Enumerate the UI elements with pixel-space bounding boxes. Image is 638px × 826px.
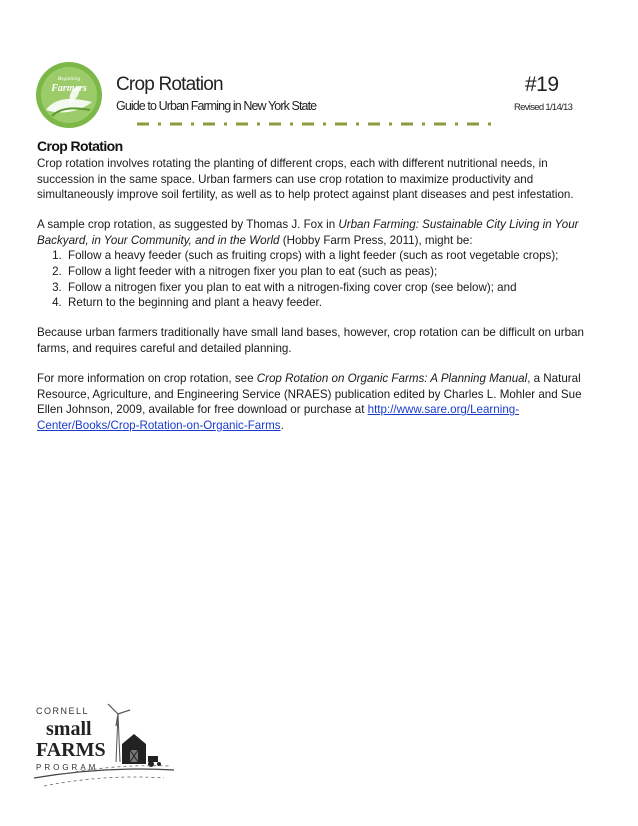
header-title: Crop Rotation	[116, 74, 223, 95]
header-dash-divider	[137, 120, 493, 128]
list-item: 2. Follow a light feeder with a nitrogen fixer you plan to eat (such as peas);	[65, 264, 597, 280]
rotation-list	[37, 248, 597, 310]
beginning-farmers-logo	[34, 60, 104, 130]
logo-line-farms: FARMS	[36, 739, 106, 761]
header-subtitle: Guide to Urban Farming in New York State	[116, 99, 317, 113]
list-item: 4. Return to the beginning and plant a heavy feeder.	[65, 295, 597, 311]
list-item: 3. Follow a nitrogen fixer you plan to eat with a nitrogen-fixing cover crop (see below); and	[65, 280, 597, 296]
book-title-crop-rotation: Crop Rotation on Organic Farms: A Planning Manual	[256, 372, 528, 386]
logo-line-small: small	[46, 718, 92, 740]
cornell-small-farms-logo	[34, 700, 174, 790]
list-item: 1. Follow a heavy feeder (such as fruiting crops) with a light feeder (such as root vegetable crops);	[65, 248, 597, 264]
paragraph-urban-land: Because urban farmers traditionally have small land bases, however, crop rotation can be difficult on urban farms, and requires careful and detailed planning.	[37, 326, 584, 355]
guide-number: #19	[525, 73, 559, 96]
paragraph-more-info: For more information on crop rotation, see Crop Rotation on Organic Farms: A Planning Manual, a Natural Resource, Agriculture, and Engineering Service (NRAES) publication edited by Charles L. Mohler and Sue Ellen Johnson, 2009, available for free download or purchase at http://www.sare.org/Learning-Center/Books/Crop-Rotation-on-Organic-Farms.	[37, 372, 582, 432]
section-title: Crop Rotation	[37, 138, 123, 154]
book-title-urban-farming: Urban Farming: Sustainable City Living in Your Backyard, in Your Community, and in the World	[37, 218, 579, 247]
logo-text-top: Beginning	[57, 76, 81, 82]
main-content	[37, 138, 597, 448]
logo-line-cornell: CORNELL	[36, 706, 90, 716]
logo-text-bottom: Farmers	[51, 83, 87, 94]
revised-date: Revised 1/14/13	[514, 102, 573, 113]
paragraph-intro: Crop rotation involves rotating the planting of different crops, each with different nutritional needs, in succession in the same space. Urban farmers can use crop rotation to maximize productivity and simultaneously improve soil fertility, as well as to help protect against plant diseases and pest infestation.	[37, 157, 574, 202]
logo-line-program: PROGRAM	[36, 763, 99, 772]
paragraph-sample: A sample crop rotation, as suggested by Thomas J. Fox in Urban Farming: Sustainable City Living in Your Backyard, in Your Community, and in the World (Hobby Farm Press, 2011), might be:	[37, 218, 579, 247]
sare-link[interactable]: http://www.sare.org/Learning-Center/Books/Crop-Rotation-on-Organic-Farms	[37, 403, 520, 432]
